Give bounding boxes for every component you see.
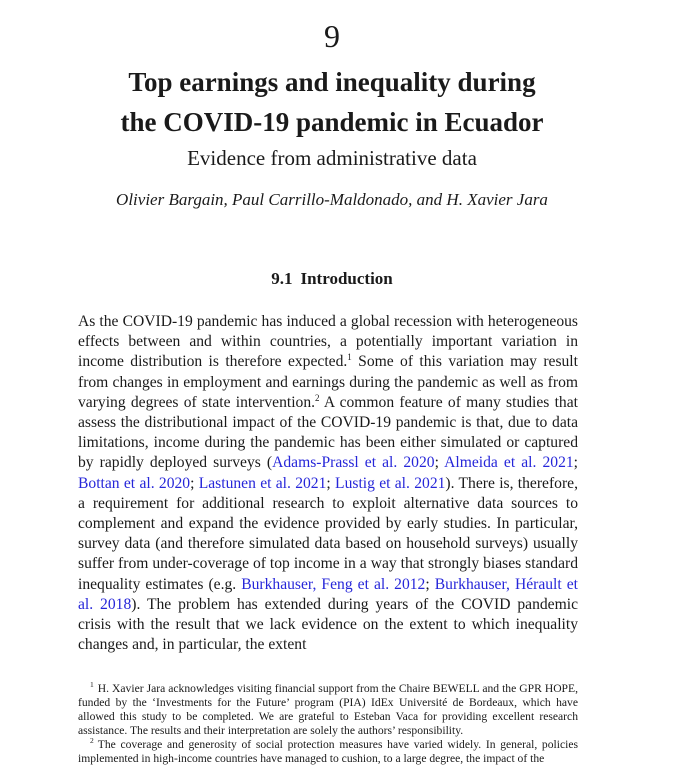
footnote-ref-2[interactable]: 2 bbox=[315, 392, 320, 403]
footnote-text-1: H. Xavier Jara acknowledges visiting financial support from the Chaire BEWELL and the GPR HOPE, funded by the ‘Investments for the Future’ program (PIA) IdEx Université de Bordeaux, which have allowed this study to be completed. We are grateful to Esteban Vaca for providing excellent research assistance. The results and their interpretation are solely the authors’ responsibility. bbox=[78, 682, 578, 737]
section-heading bbox=[0, 268, 664, 290]
footnotes bbox=[78, 682, 578, 766]
citation-separator: ; bbox=[425, 575, 435, 593]
footnote-text-2: The coverage and generosity of social protection measures have varied widely. In general, policies implemented in high-income countries have managed to cushion, to a large degree, the impact of the bbox=[78, 738, 578, 765]
citation-link[interactable]: Lastunen et al. 2021 bbox=[198, 474, 327, 492]
body-paragraph bbox=[78, 312, 578, 655]
footnote-ref-1[interactable]: 1 bbox=[347, 352, 352, 363]
chapter-subtitle: Evidence from administrative data bbox=[187, 146, 477, 170]
citation-link[interactable]: Adams-Prassl et al. 2020 bbox=[272, 454, 435, 472]
body-sentence-1: As the COVID-19 pandemic has induced a global recession with heterogeneous effects between and within countries, a potentially important variation in income distribution is therefore expected. bbox=[78, 313, 578, 371]
chapter-title-line-2: the COVID-19 pandemic in Ecuador bbox=[120, 107, 544, 137]
footnote-mark-1: 1 bbox=[90, 680, 94, 690]
footnote-mark-2: 2 bbox=[90, 736, 94, 746]
footnote-1 bbox=[78, 682, 578, 738]
citation-separator: ; bbox=[190, 474, 199, 492]
body-sentence-2: Some of this variation may result from changes in employment and earnings during the pandemic as well as from varying degrees of state intervention. bbox=[78, 353, 578, 411]
chapter-number: 9 bbox=[324, 18, 340, 54]
paragraph-text bbox=[78, 312, 578, 655]
citation-link[interactable]: Burkhauser, Feng et al. 2012 bbox=[241, 575, 426, 593]
section-number: 9.1 bbox=[271, 269, 293, 288]
citation-link[interactable]: Lustig et al. 2021 bbox=[335, 474, 446, 492]
body-sentence-4: ). There is, therefore, a requirement for additional research to exploit alternative data sources to complement and expand the evidence provided by early studies. In particular, survey data (and therefore simulated data based on household surveys) usually suffer from under-coverage of top income in a way that strongly biases standard inequality estimates (e.g. bbox=[78, 474, 578, 593]
body-sentence-5: ). The problem has extended during years of the COVID pandemic crisis with the result that we lack evidence on the extent to which inequality changes and, in particular, the extent bbox=[78, 595, 578, 654]
citation-separator: ; bbox=[573, 454, 579, 472]
section-title: Introduction bbox=[300, 269, 393, 288]
citation-link[interactable]: Bottan et al. 2020 bbox=[78, 474, 191, 492]
chapter-title bbox=[0, 62, 664, 142]
chapter-title-line-1: Top earnings and inequality during bbox=[128, 67, 536, 97]
chapter-authors: Olivier Bargain, Paul Carrillo-Maldonado, and H. Xavier Jara bbox=[116, 190, 548, 209]
citation-link[interactable]: Almeida et al. 2021 bbox=[444, 454, 574, 472]
citation-separator: ; bbox=[326, 474, 336, 492]
citation-link[interactable]: Burkhauser, Hérault et al. 2018 bbox=[78, 575, 579, 613]
citation-separator: ; bbox=[434, 454, 445, 472]
body-sentence-3: A common feature of many studies that assess the distributional impact of the COVID-19 pandemic is that, due to data limitations, income during the pandemic has been either simulated or captured by rapidly deployed surveys ( bbox=[78, 393, 578, 472]
